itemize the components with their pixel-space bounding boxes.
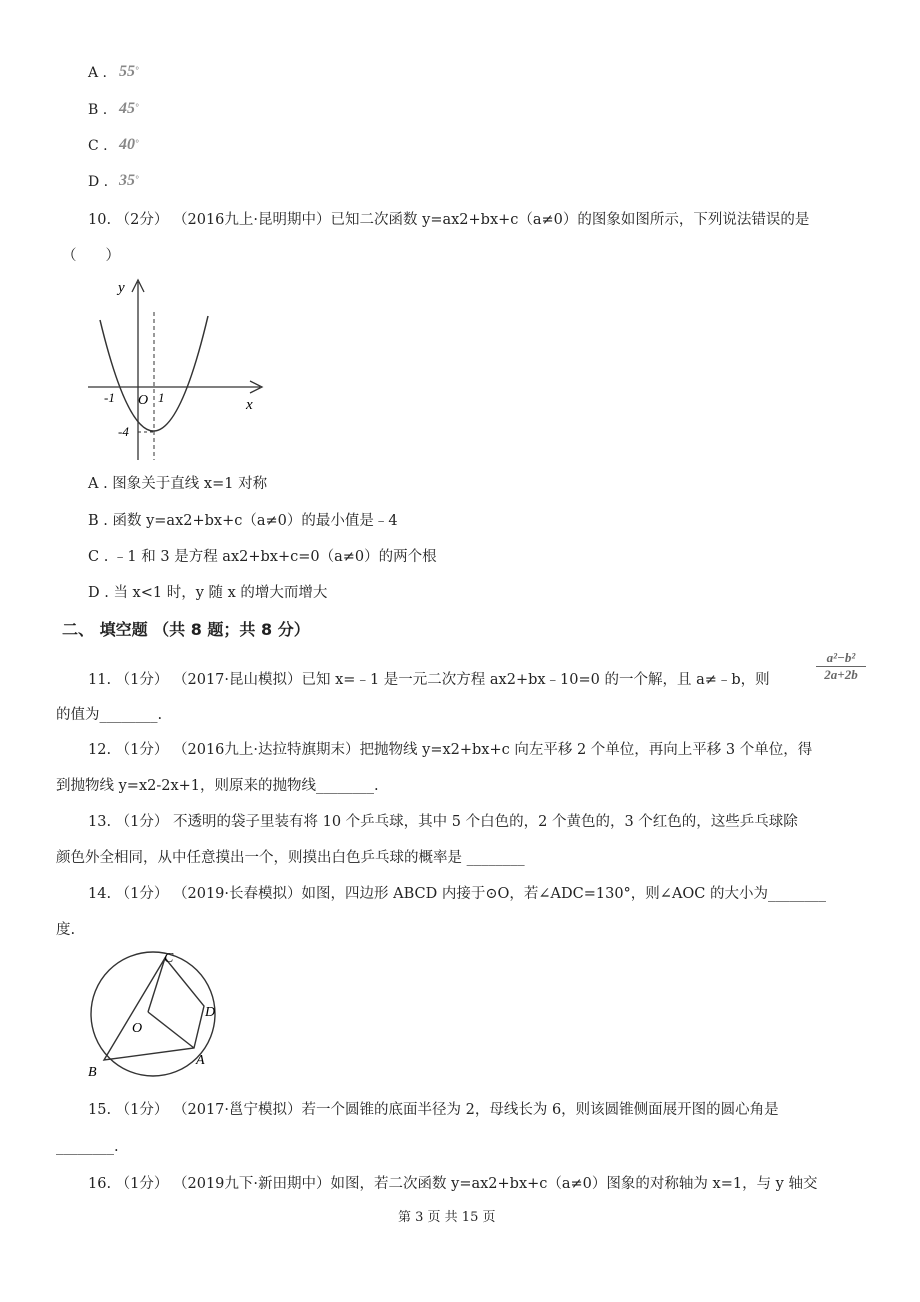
q10-option-a: A . 图象关于直线 x=1 对称 bbox=[88, 476, 268, 492]
q10-option-b: B . 函数 y=ax2+bx+c（a≠0）的最小值是﹣4 bbox=[88, 513, 398, 529]
point-c-label: C bbox=[164, 951, 174, 966]
option-number: 35 bbox=[119, 172, 135, 189]
point-o-label: O bbox=[132, 1021, 143, 1036]
option-number: 55 bbox=[119, 63, 135, 80]
one-label: 1 bbox=[158, 390, 165, 405]
option-value bbox=[119, 62, 139, 82]
q10-parabola-figure bbox=[80, 272, 280, 464]
q16-stem-line1: 16. （1分） （2019九下·新田期中）如图，若二次函数 y=ax2+bx+c（a≠0）图象的对称轴为 x=1，与 y 轴交 bbox=[88, 1176, 818, 1192]
option-letter: A . bbox=[88, 65, 108, 81]
degree-sign: ° bbox=[135, 102, 139, 112]
option-letter: C . bbox=[88, 138, 108, 154]
neg-four-label: -4 bbox=[118, 424, 129, 439]
segment-oc bbox=[148, 958, 165, 1012]
option-number: 40 bbox=[119, 136, 135, 153]
option-letter: B . bbox=[88, 102, 108, 118]
fraction-numerator: a²−b² bbox=[826, 650, 856, 665]
q10-stem-line1: 10. （2分） （2016九上·昆明期中）已知二次函数 y=ax2+bx+c（a≠0）的图象如图所示，下列说法错误的是 bbox=[88, 212, 810, 228]
section-heading: 二、 填空题 （共 8 题；共 8 分） bbox=[62, 620, 310, 639]
q15-stem-line1: 15. （1分） （2017·邕宁模拟）若一个圆锥的底面半径为 2，母线长为 6，则该圆锥侧面展开图的圆心角是 bbox=[88, 1102, 779, 1118]
q12-stem-line1: 12. （1分） （2016九上·达拉特旗期末）把抛物线 y=x2+bx+c 向左平移 2 个单位，再向上平移 3 个单位，得 bbox=[88, 742, 813, 758]
q10-option-c: C . ﹣1 和 3 是方程 ax2+bx+c=0（a≠0）的两个根 bbox=[88, 549, 437, 565]
option-value bbox=[119, 135, 139, 155]
q13-stem-line2: 颜色外全相同，从中任意摸出一个，则摸出白色乒乓球的概率是 ________ bbox=[56, 850, 525, 866]
q14-stem-line1: 14. （1分） （2019·长春模拟）如图，四边形 ABCD 内接于⊙O，若∠ADC=130°，则∠AOC 的大小为________ bbox=[88, 886, 827, 902]
x-axis-label: x bbox=[246, 397, 253, 413]
option-value bbox=[119, 171, 139, 191]
q11-fraction bbox=[816, 650, 866, 683]
origin-label: O bbox=[138, 393, 149, 408]
fraction-denominator: 2a+2b bbox=[824, 667, 858, 682]
option-value bbox=[119, 99, 139, 119]
point-a-label: A bbox=[196, 1053, 205, 1068]
q11-stem-line2: 的值为________. bbox=[56, 707, 163, 723]
q10-option-d: D . 当 x<1 时，y 随 x 的增大而增大 bbox=[88, 585, 328, 601]
q11-stem-line1: 11. （1分） （2017·昆山模拟）已知 x=﹣1 是一元二次方程 ax2+bx﹣10=0 的一个解，且 a≠﹣b，则 bbox=[88, 672, 770, 688]
q14-stem-line2: 度. bbox=[56, 922, 76, 938]
q15-stem-line2: ________. bbox=[56, 1139, 119, 1155]
degree-sign: ° bbox=[135, 174, 139, 184]
degree-sign: ° bbox=[135, 65, 139, 75]
option-number: 45 bbox=[119, 100, 135, 117]
q10-stem-line2: （ ） bbox=[62, 248, 120, 264]
degree-sign: ° bbox=[135, 138, 139, 148]
point-b-label: B bbox=[88, 1065, 97, 1080]
q14-circle-figure bbox=[82, 948, 232, 1080]
segment-oa bbox=[148, 1012, 194, 1048]
option-letter: D . bbox=[88, 174, 109, 190]
y-axis-label: y bbox=[118, 280, 125, 296]
neg-one-label: -1 bbox=[104, 390, 115, 405]
point-d-label: D bbox=[205, 1005, 216, 1020]
q12-stem-line2: 到抛物线 y=x2-2x+1，则原来的抛物线________. bbox=[56, 778, 379, 794]
q13-stem-line1: 13. （1分） 不透明的袋子里装有将 10 个乒乓球，其中 5 个白色的，2 个黄色的，3 个红色的，这些乒乓球除 bbox=[88, 814, 798, 830]
page-footer: 第 3 页 共 15 页 bbox=[398, 1210, 496, 1225]
